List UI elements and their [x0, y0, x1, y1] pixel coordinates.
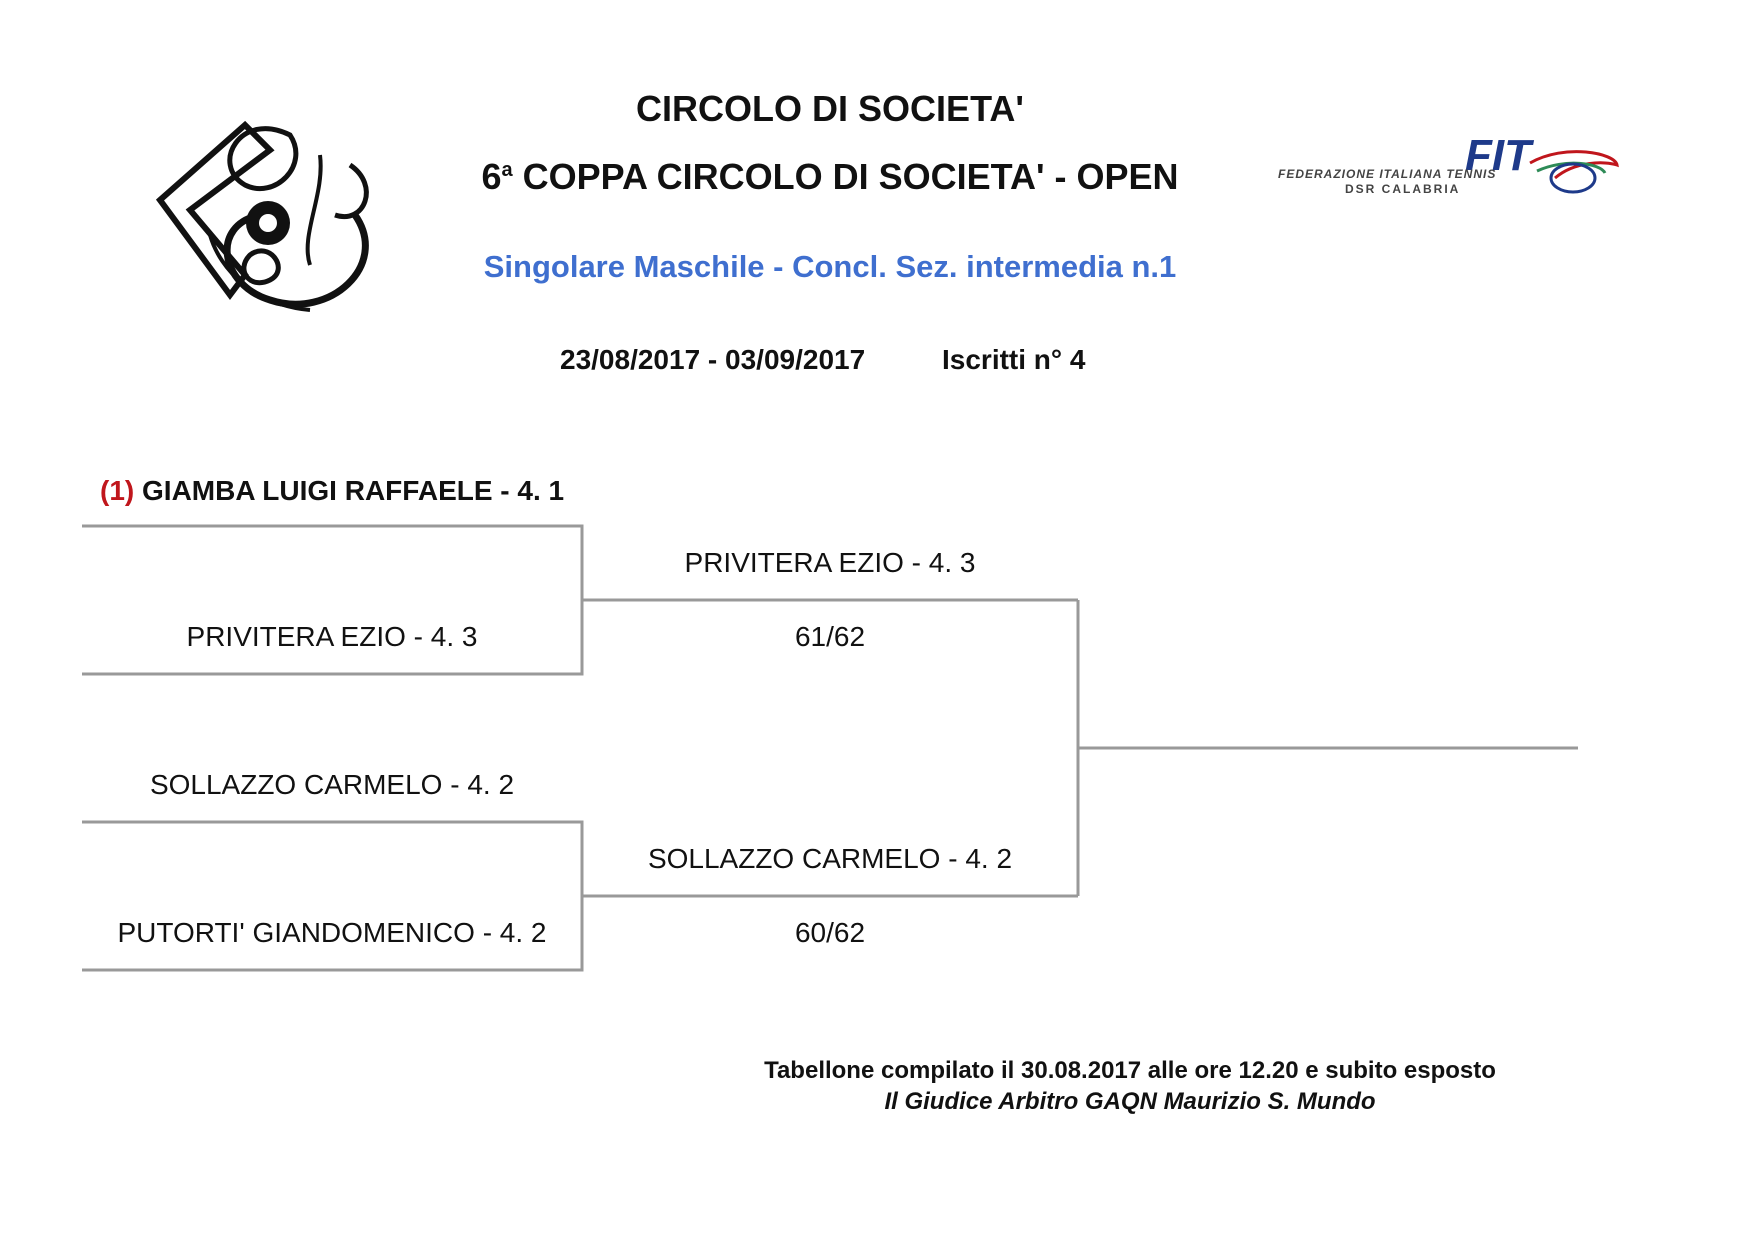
round2-winner-2: SOLLAZZO CARMELO - 4. 2: [647, 843, 1013, 874]
page-title: CIRCOLO DI SOCIETA': [636, 88, 1024, 129]
referee-signature: Il Giudice Arbitro GAQN Maurizio S. Mundo: [884, 1088, 1376, 1115]
round2-score-1: 61/62: [794, 621, 866, 652]
seeded-player: [100, 475, 564, 507]
round1-player-4: PUTORTI' GIANDOMENICO - 4. 2: [117, 917, 547, 948]
compiled-note: Tabellone compilato il 30.08.2017 alle ore 12.20 e subito esposto: [764, 1057, 1496, 1084]
event-ordinal-suffix: a: [501, 159, 513, 181]
tournament-dates: 23/08/2017 - 03/09/2017: [560, 344, 866, 375]
round2-score-2: 60/62: [794, 917, 866, 948]
fit-region-name: DSR CALABRIA: [1345, 182, 1461, 196]
seed-number: (1): [100, 475, 135, 506]
draw-subtitle: Singolare Maschile - Concl. Sez. intermedia n.1: [483, 249, 1177, 284]
event-number: 6: [481, 156, 502, 197]
fit-federation-name: FEDERAZIONE ITALIANA TENNIS: [1278, 167, 1497, 181]
event-name: COPPA CIRCOLO DI SOCIETA' - OPEN: [512, 156, 1179, 197]
round1-player-3: SOLLAZZO CARMELO - 4. 2: [149, 769, 515, 800]
entries-count: Iscritti n° 4: [942, 344, 1086, 375]
seed-player-name: GIAMBA LUIGI RAFFAELE - 4. 1: [134, 475, 565, 506]
fit-brand-text: FIT: [1465, 131, 1531, 180]
round2-winner-1: PRIVITERA EZIO - 4. 3: [684, 547, 976, 578]
round1-player-2: PRIVITERA EZIO - 4. 3: [186, 621, 478, 652]
